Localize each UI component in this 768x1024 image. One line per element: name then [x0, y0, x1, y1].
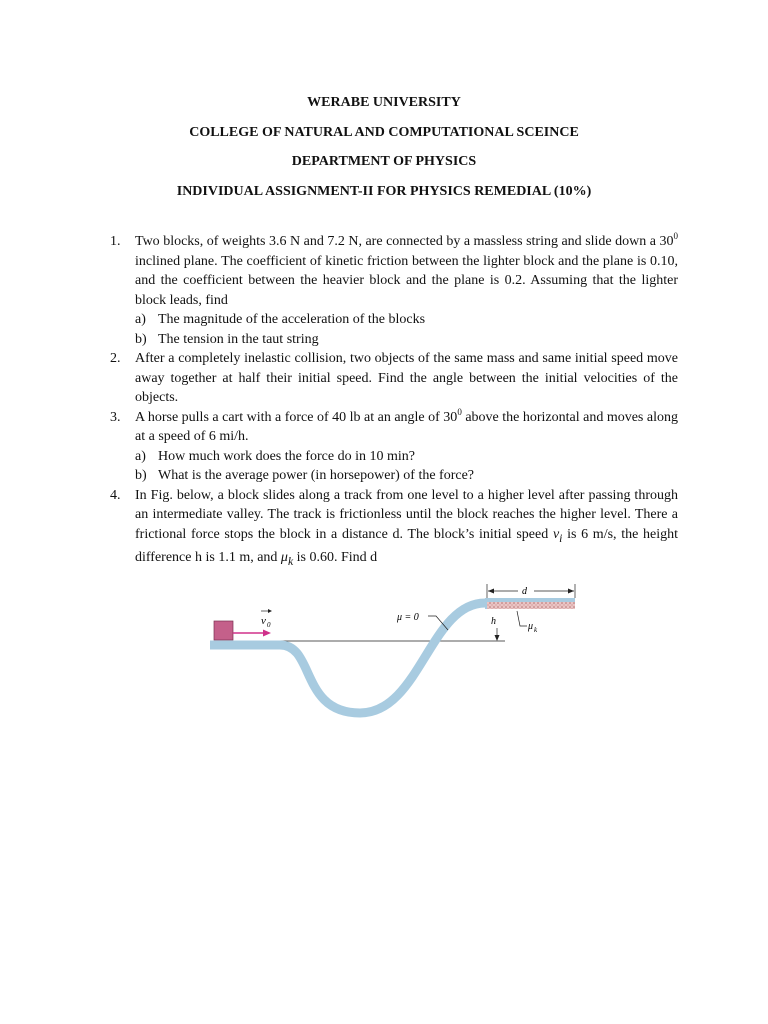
question-text: Two blocks, of weights 3.6 N and 7.2 N, are connected by a massless string and slide down a 30 [135, 234, 674, 249]
muk-pointer [517, 611, 527, 626]
university-name: WERABE UNIVERSITY [307, 95, 461, 110]
question-part [135, 447, 678, 467]
question-text: After a completely inelastic collision, two objects of the same mass and same initial speed move away together at half their initial speed. Find the angle between the initial velocities of the objects. [135, 351, 678, 405]
question-4 [110, 486, 678, 572]
part-text: What is the average power (in horsepower) of the force? [158, 468, 475, 483]
part-text: How much work does the force do in 10 min? [158, 448, 415, 464]
question-3 [110, 408, 678, 486]
friction-subscript: k [287, 554, 294, 568]
question-part [135, 466, 678, 486]
track [210, 603, 485, 713]
question-text: is 0.60. Find d [293, 549, 378, 565]
muk-subscript: k [534, 626, 538, 634]
question-text: In Fig. below, a block slides along a track from one level to a higher level after passing through an intermediate valley. The track is frictionless until the block reaches the higher level. There a frictional force stops the block in a distance d. The block’s initial speed [135, 487, 678, 542]
d-label: d [522, 586, 527, 597]
muk-label: μ [528, 621, 534, 632]
question-list [110, 232, 678, 571]
question-text: inclined plane. The coefficient of kinetic friction between the lighter block and the plane is 0.10, and the coefficient between the heavier block and the plane is 0.2. Assuming that the lighter block leads, find [135, 253, 678, 308]
d-arrowhead-right [568, 589, 574, 594]
initial-speed-symbol: v [552, 526, 560, 542]
block [214, 621, 233, 640]
v0-subscript: 0 [267, 621, 271, 629]
degree-superscript: 0 [673, 231, 678, 241]
question-number: 4. [110, 487, 121, 503]
question-number: 3. [110, 409, 121, 425]
initial-speed-subscript: i [559, 531, 563, 545]
v0-label: v [261, 615, 266, 627]
h-arrowhead [495, 635, 500, 641]
question-text: A horse pulls a cart with a force of 40 lb at an angle of 30 [135, 409, 458, 425]
question-part [135, 310, 678, 330]
track-diagram [205, 578, 585, 718]
part-letter: b) [135, 331, 147, 347]
part-text: The magnitude of the acceleration of the blocks [158, 312, 426, 327]
rough-surface [487, 602, 575, 609]
h-label: h [491, 616, 496, 627]
track-figure [205, 578, 585, 718]
assignment-title: INDIVIDUAL ASSIGNMENT-II FOR PHYSICS REMEDIAL (10%) [176, 183, 592, 199]
degree-superscript: 0 [457, 406, 462, 417]
college-name: COLLEGE OF NATURAL AND COMPUTATIONAL SCEINCE [189, 124, 579, 140]
friction-symbol: μ [280, 549, 288, 565]
question-number: 2. [110, 351, 121, 366]
question-part [135, 330, 678, 350]
department-name: DEPARTMENT OF PHYSICS [291, 154, 477, 169]
part-letter: a) [135, 312, 146, 327]
question-1 [110, 232, 678, 349]
part-letter: b) [135, 468, 147, 483]
vector-bar-head [268, 609, 272, 613]
part-letter: a) [135, 448, 146, 464]
question-text: above the horizontal and moves along at a speed of 6 mi/h. [135, 409, 678, 444]
velocity-arrowhead [263, 630, 271, 637]
part-text: The tension in the taut string [158, 331, 319, 347]
d-arrowhead-left [488, 589, 494, 594]
question-text: is 6 m/s, the height difference h is 1.1 m, and [135, 526, 678, 565]
question-2 [110, 349, 678, 408]
document-header [0, 94, 768, 212]
question-number: 1. [110, 234, 121, 249]
mu-zero-label: μ = 0 [397, 612, 419, 623]
